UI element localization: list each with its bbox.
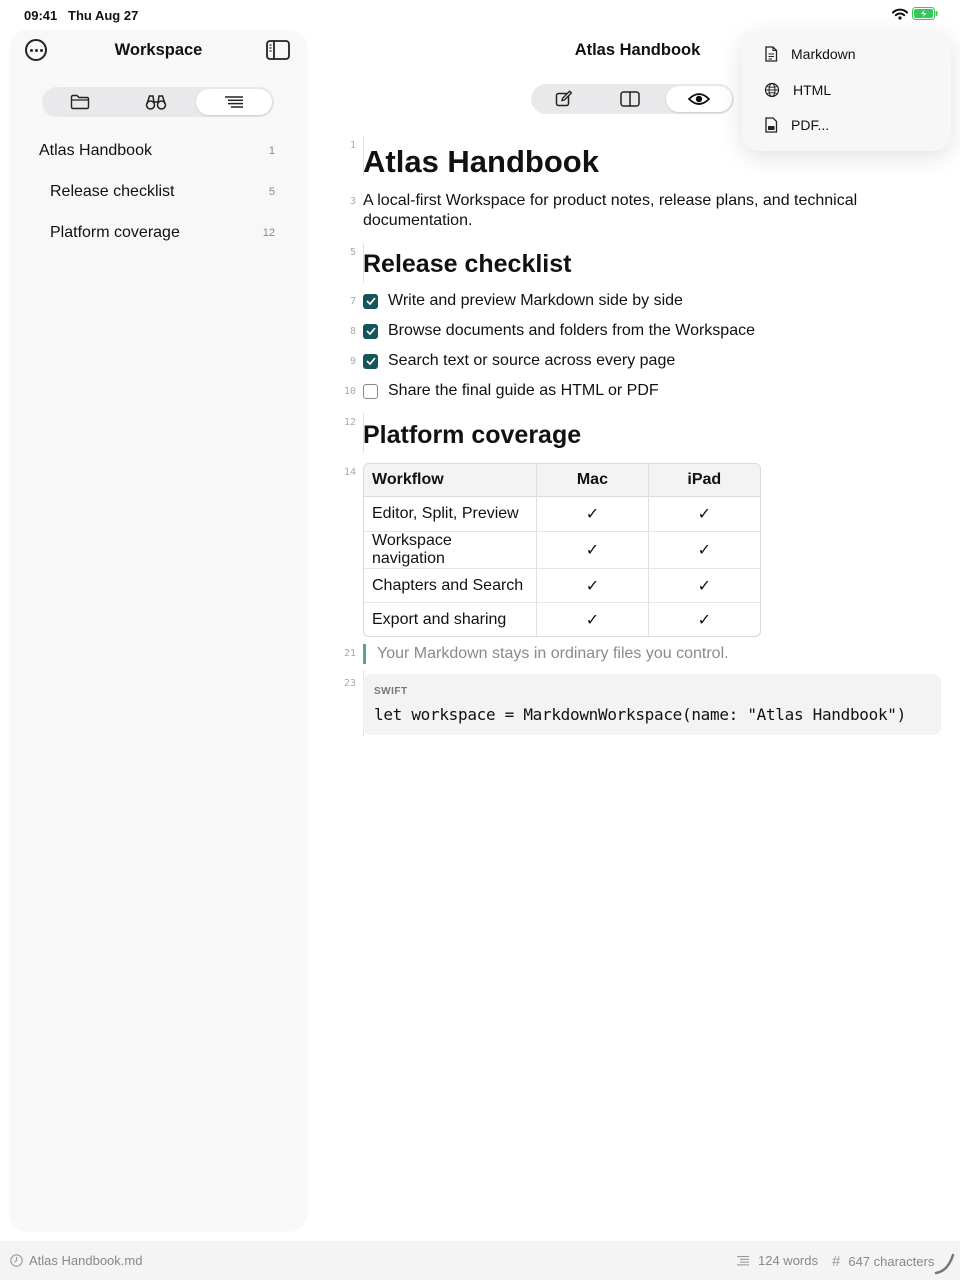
mode-editor[interactable] bbox=[531, 84, 597, 114]
task-item bbox=[363, 349, 675, 373]
battery-icon bbox=[912, 7, 938, 20]
menu-item-html[interactable] bbox=[764, 79, 831, 101]
table-row bbox=[364, 602, 760, 636]
table-header: Mac bbox=[537, 464, 648, 497]
pdf-icon bbox=[764, 117, 778, 133]
wifi-icon bbox=[892, 8, 908, 20]
line-number: 10 bbox=[343, 386, 356, 397]
status-date: Thu Aug 27 bbox=[68, 8, 139, 23]
outline-item[interactable] bbox=[10, 212, 307, 253]
table-cell: ✓ bbox=[537, 531, 648, 568]
outline-list bbox=[10, 130, 307, 253]
heading-release-checklist: Release checklist bbox=[363, 250, 572, 278]
menu-item-label: Markdown bbox=[791, 46, 856, 62]
platform-table bbox=[363, 463, 761, 637]
table-header: Workflow bbox=[364, 464, 537, 497]
table-header-row bbox=[364, 464, 760, 497]
sidebar-title: Workspace bbox=[114, 41, 203, 59]
line-number: 1 bbox=[349, 140, 356, 151]
bottom-status-bar bbox=[0, 1241, 960, 1280]
table-header: iPad bbox=[649, 464, 760, 497]
table-cell: ✓ bbox=[649, 531, 760, 568]
character-count bbox=[832, 1253, 934, 1270]
task-item bbox=[363, 319, 755, 343]
scroll-grabber-icon[interactable] bbox=[934, 1251, 956, 1275]
folder-icon bbox=[70, 94, 90, 110]
outline-item[interactable] bbox=[10, 130, 307, 171]
line-number: 21 bbox=[343, 648, 356, 659]
file-indicator bbox=[10, 1253, 142, 1268]
compose-icon bbox=[555, 90, 573, 108]
tab-outline[interactable] bbox=[196, 89, 272, 115]
table-cell: ✓ bbox=[537, 602, 648, 636]
table-cell: ✓ bbox=[649, 602, 760, 636]
sidebar-toggle-icon[interactable] bbox=[266, 40, 290, 60]
outline-item[interactable] bbox=[10, 171, 307, 212]
split-view-icon bbox=[620, 91, 640, 107]
checkmark-icon bbox=[366, 297, 376, 305]
outline-list-icon bbox=[224, 95, 244, 109]
table-cell: ✓ bbox=[537, 568, 648, 602]
mode-split[interactable] bbox=[597, 84, 663, 114]
checkbox-checked[interactable] bbox=[363, 354, 378, 369]
outline-item-label: Atlas Handbook bbox=[39, 141, 152, 159]
outline-item-line: 12 bbox=[262, 226, 275, 239]
table-cell: Export and sharing bbox=[364, 602, 537, 636]
line-number: 7 bbox=[349, 296, 356, 307]
globe-icon bbox=[764, 82, 780, 98]
menu-item-markdown[interactable] bbox=[764, 43, 856, 65]
status-time: 09:41 bbox=[24, 8, 58, 23]
file-name: Atlas Handbook.md bbox=[29, 1253, 143, 1268]
table-cell: Workspace navigation bbox=[364, 531, 537, 568]
task-text: Search text or source across every page bbox=[388, 352, 676, 369]
tab-files[interactable] bbox=[42, 87, 118, 117]
binoculars-icon bbox=[145, 94, 167, 110]
table-cell: Chapters and Search bbox=[364, 568, 537, 602]
table-cell: ✓ bbox=[697, 506, 711, 523]
code-language-label: SWIFT bbox=[374, 686, 408, 697]
document-icon bbox=[764, 46, 778, 62]
checkbox-unchecked[interactable] bbox=[363, 384, 378, 399]
outline-item-line: 1 bbox=[268, 144, 275, 157]
table-cell: ✓ bbox=[537, 497, 648, 531]
blockquote: Your Markdown stays in ordinary files you control. bbox=[363, 644, 729, 664]
menu-item-label: HTML bbox=[793, 82, 832, 98]
character-count-label: 647 characters bbox=[848, 1254, 935, 1269]
task-item bbox=[363, 289, 683, 313]
menu-item-label: PDF... bbox=[791, 117, 830, 133]
task-text: Share the final guide as HTML or PDF bbox=[388, 382, 659, 399]
table-row bbox=[364, 568, 760, 602]
line-number: 12 bbox=[343, 417, 356, 428]
clock-icon bbox=[10, 1254, 23, 1267]
outline-item-label: Platform coverage bbox=[50, 223, 180, 241]
table-row bbox=[364, 497, 760, 531]
export-menu bbox=[742, 30, 951, 151]
code-text: let workspace = MarkdownWorkspace(name: "Atlas Handbook") bbox=[374, 705, 906, 724]
checkmark-icon bbox=[366, 327, 376, 335]
line-number: 3 bbox=[349, 196, 356, 207]
line-number: 9 bbox=[349, 356, 356, 367]
checkbox-checked[interactable] bbox=[363, 294, 378, 309]
line-number: 23 bbox=[343, 678, 356, 689]
outline-item-line: 5 bbox=[268, 185, 275, 198]
eye-icon bbox=[688, 92, 710, 106]
hash-icon: # bbox=[832, 1253, 841, 1270]
line-number: 5 bbox=[349, 247, 356, 258]
sidebar-header bbox=[10, 30, 307, 74]
table-row bbox=[364, 531, 760, 568]
word-count-label: 124 words bbox=[758, 1253, 818, 1268]
editor-mode-segmented-control bbox=[531, 84, 734, 114]
sidebar bbox=[10, 30, 307, 1230]
table-cell: ✓ bbox=[649, 568, 760, 602]
menu-item-pdf[interactable] bbox=[764, 114, 829, 136]
document-title: Atlas Handbook bbox=[574, 41, 701, 59]
intro-paragraph: A local-first Workspace for product notes, release plans, and technical documentation. bbox=[363, 192, 858, 229]
checkbox-checked[interactable] bbox=[363, 324, 378, 339]
line-number: 14 bbox=[343, 467, 356, 478]
mode-preview[interactable] bbox=[666, 86, 732, 112]
line-number: 8 bbox=[349, 326, 356, 337]
text-lines-icon bbox=[736, 1255, 750, 1266]
heading-platform-coverage: Platform coverage bbox=[363, 421, 582, 449]
checkmark-icon bbox=[366, 357, 376, 365]
task-text: Browse documents and folders from the Workspace bbox=[388, 322, 755, 339]
heading-1: Atlas Handbook bbox=[363, 144, 599, 179]
task-text: Write and preview Markdown side by side bbox=[388, 292, 683, 309]
code-block bbox=[363, 674, 941, 735]
word-count bbox=[736, 1253, 818, 1268]
sidebar-view-segmented-control bbox=[42, 87, 274, 117]
task-item bbox=[363, 379, 659, 403]
tab-search[interactable] bbox=[118, 87, 194, 117]
table-cell: Editor, Split, Preview bbox=[364, 497, 537, 531]
status-icons bbox=[892, 7, 938, 20]
outline-item-label: Release checklist bbox=[50, 182, 175, 200]
status-bar bbox=[0, 0, 960, 30]
